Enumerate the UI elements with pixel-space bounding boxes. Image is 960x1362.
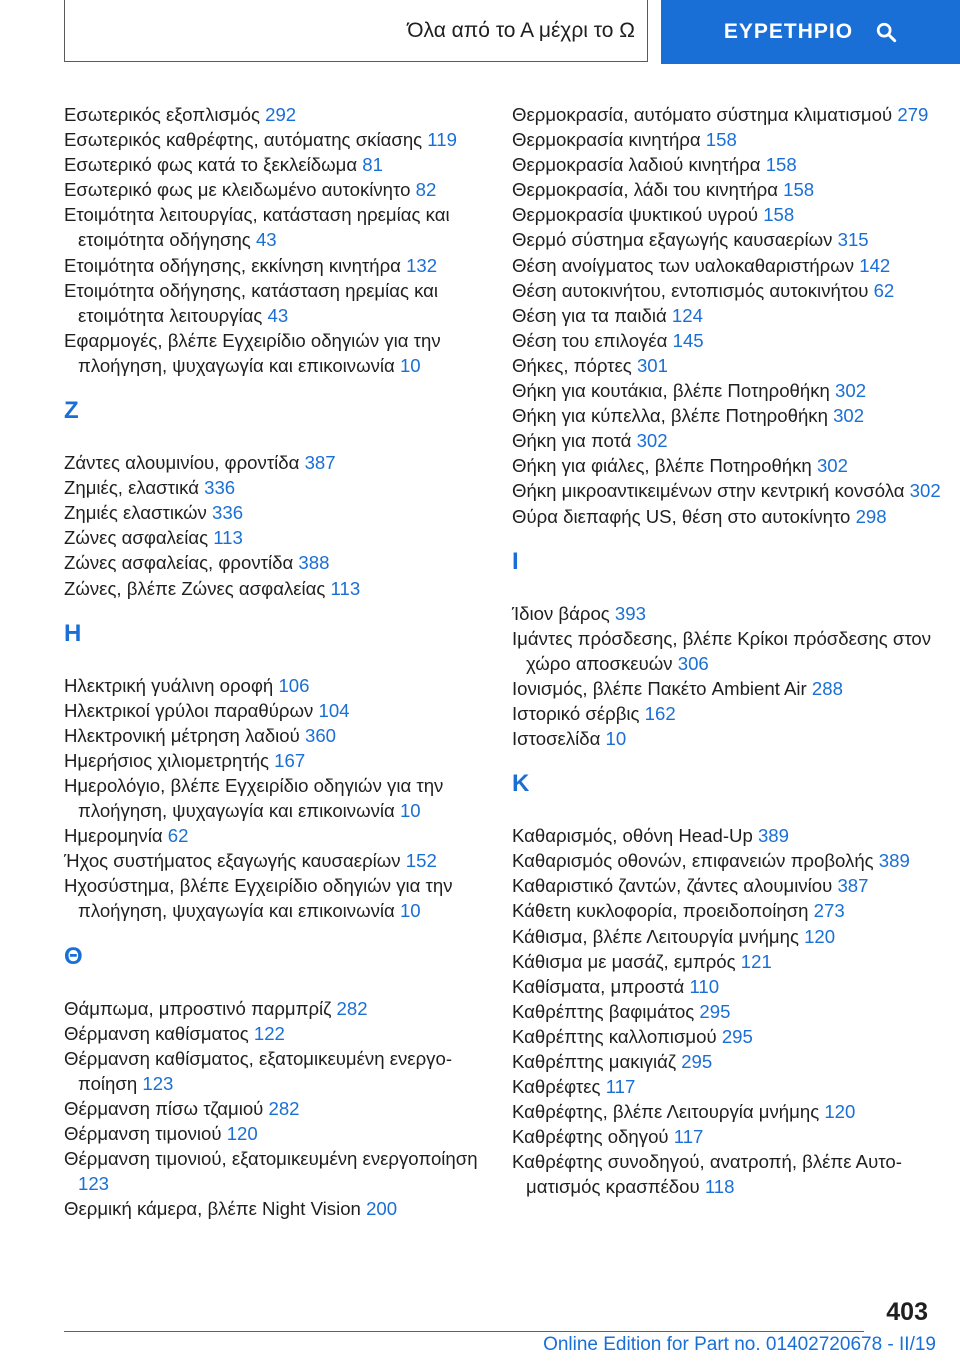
index-page-link[interactable]: 10 bbox=[605, 728, 627, 750]
index-page-link[interactable]: 302 bbox=[816, 455, 848, 477]
index-page-link[interactable]: 10 bbox=[399, 354, 421, 376]
index-entry bbox=[64, 102, 504, 127]
index-entry bbox=[512, 601, 952, 626]
index-entry bbox=[64, 1121, 504, 1146]
index-entry bbox=[64, 550, 504, 575]
search-icon[interactable] bbox=[875, 21, 897, 43]
index-entry-text: Θέρμανση τιμονιού, εξατομικευμένη ενεργοποίηση bbox=[64, 1148, 478, 1170]
index-page-link[interactable]: 302 bbox=[833, 405, 865, 427]
index-page-link[interactable]: 62 bbox=[167, 825, 189, 847]
index-entry bbox=[512, 378, 952, 403]
index-entry-text: Θήκη για κουτάκια, βλέπε Ποτηροθήκη bbox=[512, 380, 836, 402]
header bbox=[0, 0, 960, 66]
index-entry-text: Ημερομηνία bbox=[64, 825, 168, 847]
index-entry bbox=[512, 478, 952, 503]
index-page-link[interactable]: 292 bbox=[265, 104, 297, 125]
index-entry bbox=[512, 1149, 952, 1199]
index-letter-heading: I bbox=[512, 547, 519, 575]
index-page-link[interactable]: 389 bbox=[757, 825, 789, 847]
index-entry-text: Ιονισμός, βλέπε Πακέτο Ambient Air bbox=[512, 677, 812, 699]
index-page-link[interactable]: 120 bbox=[804, 925, 836, 947]
index-page-link[interactable]: 113 bbox=[330, 577, 361, 599]
index-entry-text: Ιστορικό σέρβις bbox=[512, 702, 645, 724]
index-page-link[interactable]: 315 bbox=[837, 229, 869, 251]
index-entry-text: Εσωτερικός εξοπλισμός bbox=[64, 104, 266, 125]
index-page-link[interactable]: 301 bbox=[636, 354, 668, 376]
index-page-link[interactable]: 123 bbox=[78, 1173, 110, 1195]
index-page-link[interactable]: 158 bbox=[763, 204, 795, 226]
index-page-link[interactable]: 387 bbox=[837, 875, 869, 897]
index-page-link[interactable]: 162 bbox=[644, 702, 676, 724]
index-page-link[interactable]: 82 bbox=[415, 179, 437, 201]
index-entry-text: Καθρέφτης, βλέπε Λειτουργία μνήμης bbox=[512, 1101, 825, 1123]
index-page-link[interactable]: 132 bbox=[406, 254, 438, 276]
index-letter-heading: Θ bbox=[64, 942, 83, 970]
index-page-link[interactable]: 119 bbox=[427, 129, 457, 151]
index-entry-text: Θέρμανση πίσω τζαμιού bbox=[64, 1097, 269, 1119]
index-entry-text: Εσωτερικό φως με κλειδωμένο αυτοκίνητο bbox=[64, 179, 416, 201]
index-page-link[interactable]: 158 bbox=[765, 154, 797, 176]
index-page-link[interactable]: 113 bbox=[213, 527, 243, 549]
index-entry bbox=[64, 202, 504, 252]
index-entry bbox=[512, 227, 952, 252]
index-entry bbox=[512, 253, 952, 278]
index-entry bbox=[64, 1146, 504, 1196]
index-entry bbox=[512, 177, 952, 202]
index-entry-text: Θήκη για ποτά bbox=[512, 430, 637, 452]
index-page-link[interactable]: 145 bbox=[672, 329, 704, 351]
index-entry bbox=[512, 823, 952, 848]
index-entry-text: Καθρέπτης βαφιμάτος bbox=[512, 1000, 700, 1022]
index-entry-text: Καθρέφτες bbox=[512, 1076, 606, 1098]
index-page-link[interactable]: 388 bbox=[298, 552, 330, 574]
index-entry-text: Θέρμανση καθίσματος bbox=[64, 1022, 254, 1044]
index-entry-text: Ιμάντες πρόσδεσης, βλέπε Κρίκοι πρόσδεσης στον χώρο αποσκευών bbox=[512, 627, 932, 674]
index-entry bbox=[64, 848, 504, 873]
index-entry bbox=[64, 823, 504, 848]
index-page-link[interactable]: 295 bbox=[681, 1051, 713, 1072]
index-entry-text: Ημερήσιος χιλιομετρητής bbox=[64, 749, 275, 771]
index-page-link[interactable]: 393 bbox=[614, 602, 646, 624]
index-entry-text: Καθίσματα, μπροστά bbox=[512, 975, 690, 997]
index-entry-text: Θέρμανση τιμονιού bbox=[64, 1123, 227, 1144]
index-page-link[interactable]: 106 bbox=[278, 674, 310, 696]
index-entry bbox=[512, 1024, 952, 1049]
index-entry bbox=[64, 475, 504, 500]
index-entry bbox=[64, 698, 504, 723]
index-entry bbox=[512, 428, 952, 453]
index-entry-text: Κάθισμα, βλέπε Λειτουργία μνήμης bbox=[512, 925, 805, 947]
index-page-link[interactable]: 10 bbox=[399, 900, 421, 922]
index-column-left bbox=[64, 102, 504, 1221]
index-entry-text: Κάθισμα με μασάζ, εμπρός bbox=[512, 950, 741, 972]
index-entry-text: Καθρέφτης οδηγού bbox=[512, 1126, 674, 1148]
index-entry bbox=[512, 1124, 952, 1149]
index-page-link[interactable]: 282 bbox=[336, 997, 368, 1019]
index-page-link[interactable]: 104 bbox=[318, 699, 350, 721]
index-page-link[interactable]: 62 bbox=[873, 279, 895, 301]
index-page-link[interactable]: 306 bbox=[677, 652, 709, 674]
index-entry bbox=[64, 748, 504, 773]
index-entry bbox=[512, 676, 952, 701]
index-entry bbox=[64, 152, 504, 177]
index-entry-text: Θέρμανση καθίσματος, εξατομικευμένη ενεργοποίηση bbox=[64, 1047, 453, 1094]
index-entry bbox=[512, 1074, 952, 1099]
index-entry bbox=[64, 996, 504, 1021]
index-entry bbox=[64, 723, 504, 748]
index-entry-text: Ζημιές, ελαστικά bbox=[64, 477, 205, 499]
index-entry bbox=[512, 403, 952, 428]
index-entry bbox=[512, 278, 952, 303]
index-entry-text: Εφαρμογές, βλέπε Εγχειρίδιο οδηγιών για την πλοήγηση, ψυχαγωγία και επικοινωνία bbox=[64, 329, 441, 376]
index-entry bbox=[64, 525, 504, 550]
index-entry-text: Ημερολόγιο, βλέπε Εγχειρίδιο οδηγιών για την πλοήγηση, ψυχαγωγία και επικοινωνία bbox=[64, 774, 444, 822]
index-page-link[interactable]: 389 bbox=[878, 850, 910, 872]
index-entry-text: Καθαρισμός οθονών, επιφανειών προβολής bbox=[512, 850, 879, 872]
index-entry-text: Θήκες, πόρτες bbox=[512, 354, 637, 376]
page-number: 403 bbox=[886, 1298, 928, 1326]
index-entry-text: Κάθετη κυκλοφορία, προειδοποίηση bbox=[512, 900, 814, 922]
index-page-link[interactable]: 120 bbox=[226, 1123, 258, 1144]
index-entry bbox=[64, 328, 504, 378]
index-page-link[interactable]: 43 bbox=[255, 229, 277, 251]
index-page-link[interactable]: 152 bbox=[405, 850, 437, 872]
index-entry-text: Θερμό σύστημα εξαγωγής καυσαερίων bbox=[512, 229, 838, 251]
index-entry bbox=[64, 500, 504, 525]
index-entry bbox=[64, 1021, 504, 1046]
index-column-right bbox=[512, 102, 952, 1200]
index-entry-text: Ιστοσελίδα bbox=[512, 728, 606, 750]
index-entry-text: Καθρέπτης μακιγιάζ bbox=[512, 1051, 682, 1072]
index-entry bbox=[512, 701, 952, 726]
index-entry-text: Θερμοκρασία ψυκτικού υγρού bbox=[512, 204, 764, 226]
index-page-link[interactable]: 302 bbox=[835, 380, 867, 402]
footer-edition: Online Edition for Part no. 01402720678 - II/19 bbox=[543, 1334, 936, 1355]
index-entry-text: Θερμοκρασία λαδιού κινητήρα bbox=[512, 154, 766, 176]
index-page-link[interactable]: 302 bbox=[909, 480, 941, 502]
index-entry bbox=[64, 1046, 504, 1096]
index-page-link[interactable]: 158 bbox=[705, 129, 737, 151]
index-entry bbox=[64, 1096, 504, 1121]
index-entry bbox=[64, 127, 504, 152]
index-entry-text: Θερμική κάμερα, βλέπε Night Vision bbox=[64, 1198, 367, 1220]
index-page-link[interactable]: 10 bbox=[399, 800, 421, 822]
index-entry-text: Θήκη για κύπελλα, βλέπε Ποτηροθήκη bbox=[512, 405, 834, 427]
index-entry-text: Ζώνες ασφαλείας bbox=[64, 527, 214, 549]
index-page-link[interactable]: 117 bbox=[673, 1126, 704, 1148]
index-page-link[interactable]: 298 bbox=[855, 505, 887, 527]
index-entry-text: Καθαριστικό ζαντών, ζάντες αλουμινίου bbox=[512, 875, 838, 897]
index-entry-text: Ζάντες αλουμινίου, φροντίδα bbox=[64, 452, 305, 474]
index-page-link[interactable]: 295 bbox=[721, 1025, 753, 1047]
index-entry-text: Ετοιμότητα οδήγησης, εκκίνηση κινητήρα bbox=[64, 254, 407, 276]
index-entry bbox=[64, 450, 504, 475]
index-entry-text: Ηλεκτρονική μέτρηση λαδιού bbox=[64, 724, 305, 746]
tab-index-label: ΕΥΡΕΤΗΡΙΟ bbox=[723, 20, 854, 43]
index-entry-text: Καθρέφτης συνοδηγού, ανατροπή, βλέπε Αυτοματισμός κρασπέδου bbox=[512, 1151, 902, 1198]
index-page-link[interactable]: 360 bbox=[304, 724, 337, 746]
index-letter-heading: Z bbox=[64, 397, 79, 425]
index-page-link[interactable]: 122 bbox=[253, 1022, 285, 1044]
index-entry-text: Ίδιον βάρος bbox=[512, 602, 615, 624]
index-entry bbox=[512, 924, 952, 949]
index-entry bbox=[512, 303, 952, 328]
index-page-link[interactable]: 336 bbox=[204, 477, 236, 499]
index-entry bbox=[512, 102, 952, 127]
index-page-link[interactable]: 167 bbox=[274, 749, 306, 771]
tab-a-to-z-label: Όλα από το Α μέχρι το Ω bbox=[407, 18, 635, 42]
footer-divider bbox=[64, 1331, 864, 1332]
tab-index[interactable] bbox=[661, 0, 960, 64]
index-entry-text: Θέση για τα παιδιά bbox=[512, 304, 672, 326]
index-page-link[interactable]: 123 bbox=[142, 1072, 174, 1094]
index-entry-text: Εσωτερικό φως κατά το ξεκλείδωμα bbox=[64, 154, 363, 176]
index-entry bbox=[64, 278, 504, 328]
index-page-link[interactable]: 279 bbox=[897, 104, 929, 125]
index-entry-text: Θήκη μικροαντικειμένων στην κεντρική κονσόλα bbox=[512, 480, 910, 502]
index-entry-text: Καθρέπτης καλλοπισμού bbox=[512, 1025, 722, 1047]
index-page-link[interactable]: 288 bbox=[811, 677, 843, 699]
index-entry bbox=[512, 202, 952, 227]
index-entry bbox=[512, 949, 952, 974]
index-entry bbox=[64, 576, 504, 601]
index-entry bbox=[512, 127, 952, 152]
tab-a-to-z[interactable] bbox=[64, 0, 648, 62]
index-entry-text: Θέση ανοίγματος των υαλοκαθαριστήρων bbox=[512, 254, 860, 276]
index-entry-text: Ηχοσύστημα, βλέπε Εγχειρίδιο οδηγιών για την πλοήγηση, ψυχαγωγία και επικοινωνία bbox=[64, 875, 453, 922]
index-entry-text: Ηλεκτρική γυάλινη οροφή bbox=[64, 674, 279, 696]
index-entry-text: Ήχος συστήματος εξαγωγής καυσαερίων bbox=[64, 850, 406, 872]
index-entry bbox=[512, 328, 952, 353]
index-letter-heading: K bbox=[512, 770, 530, 798]
index-entry bbox=[512, 873, 952, 898]
index-entry bbox=[512, 848, 952, 873]
index-entry-text: Ζώνες, βλέπε Ζώνες ασφαλείας bbox=[64, 577, 331, 599]
index-page-link[interactable]: 117 bbox=[605, 1076, 636, 1098]
index-page-link[interactable]: 121 bbox=[740, 950, 772, 972]
index-entry bbox=[512, 898, 952, 923]
index-letter-heading: H bbox=[64, 619, 82, 647]
index-entry-text: Εσωτερικός καθρέφτης, αυτόματης σκίασης bbox=[64, 129, 428, 151]
index-page-link[interactable]: 110 bbox=[689, 975, 720, 997]
index-entry bbox=[64, 873, 504, 923]
index-entry-text: Θερμοκρασία, λάδι του κινητήρα bbox=[512, 179, 784, 201]
index-page-link[interactable]: 200 bbox=[366, 1198, 398, 1220]
index-entry bbox=[512, 1049, 952, 1074]
index-entry-text: Θερμοκρασία, αυτόματο σύστημα κλιματισμού bbox=[512, 104, 898, 125]
index-page-link[interactable]: 81 bbox=[362, 154, 383, 176]
index-entry-text: Ηλεκτρικοί γρύλοι παραθύρων bbox=[64, 699, 319, 721]
index-page-link[interactable]: 142 bbox=[859, 254, 891, 276]
index-page-link[interactable]: 387 bbox=[304, 452, 336, 474]
index-entry-text: Ζώνες ασφαλείας, φροντίδα bbox=[64, 552, 299, 574]
index-entry bbox=[64, 773, 504, 823]
index-entry-text: Θερμοκρασία κινητήρα bbox=[512, 129, 706, 151]
index-entry bbox=[512, 626, 952, 676]
index-entry bbox=[512, 453, 952, 478]
index-entry bbox=[512, 152, 952, 177]
index-page-link[interactable]: 273 bbox=[813, 900, 845, 922]
index-page-link[interactable]: 43 bbox=[267, 304, 289, 326]
index-entry-text: Θύρα διεπαφής US, θέση στο αυτοκίνητο bbox=[512, 505, 856, 527]
index-entry bbox=[64, 673, 504, 698]
index-page-link[interactable]: 302 bbox=[636, 430, 668, 452]
index-entry bbox=[512, 1099, 952, 1124]
index-entry-text: Θήκη για φιάλες, βλέπε Ποτηροθήκη bbox=[512, 455, 817, 477]
index-entry-text: Θέση αυτοκινήτου, εντοπισμός αυτοκινήτου bbox=[512, 279, 874, 301]
index-page-link[interactable]: 118 bbox=[704, 1176, 735, 1198]
index-page-link[interactable]: 120 bbox=[824, 1101, 856, 1123]
index-entry bbox=[64, 1196, 504, 1221]
index-entry bbox=[512, 504, 952, 529]
index-entry bbox=[64, 177, 504, 202]
index-entry-text: Θέση του επιλογέα bbox=[512, 329, 673, 351]
index-entry bbox=[512, 999, 952, 1024]
index-entry bbox=[64, 253, 504, 278]
index-entry-text: Ετοιμότητα λειτουργίας, κατάσταση ηρεμίας και ετοιμότητα οδήγησης bbox=[64, 204, 450, 251]
index-page-link[interactable]: 158 bbox=[783, 179, 815, 201]
index-entry-text: Ετοιμότητα οδήγησης, κατάσταση ηρεμίας και ετοιμότητα λειτουργίας bbox=[64, 279, 439, 326]
index-page-link[interactable]: 336 bbox=[212, 502, 244, 524]
index-entry-text: Θάμπωμα, μπροστινό παρμπρίζ bbox=[64, 997, 337, 1019]
index-entry bbox=[512, 974, 952, 999]
index-entry-text: Ζημιές ελαστικών bbox=[64, 502, 213, 524]
index-entry bbox=[512, 353, 952, 378]
index-page-link[interactable]: 295 bbox=[699, 1000, 731, 1022]
index-page-link[interactable]: 124 bbox=[671, 304, 703, 326]
index-entry bbox=[512, 726, 952, 751]
index-entry-text: Καθαρισμός, οθόνη Head-Up bbox=[512, 825, 758, 847]
index-page-link[interactable]: 282 bbox=[268, 1097, 300, 1119]
